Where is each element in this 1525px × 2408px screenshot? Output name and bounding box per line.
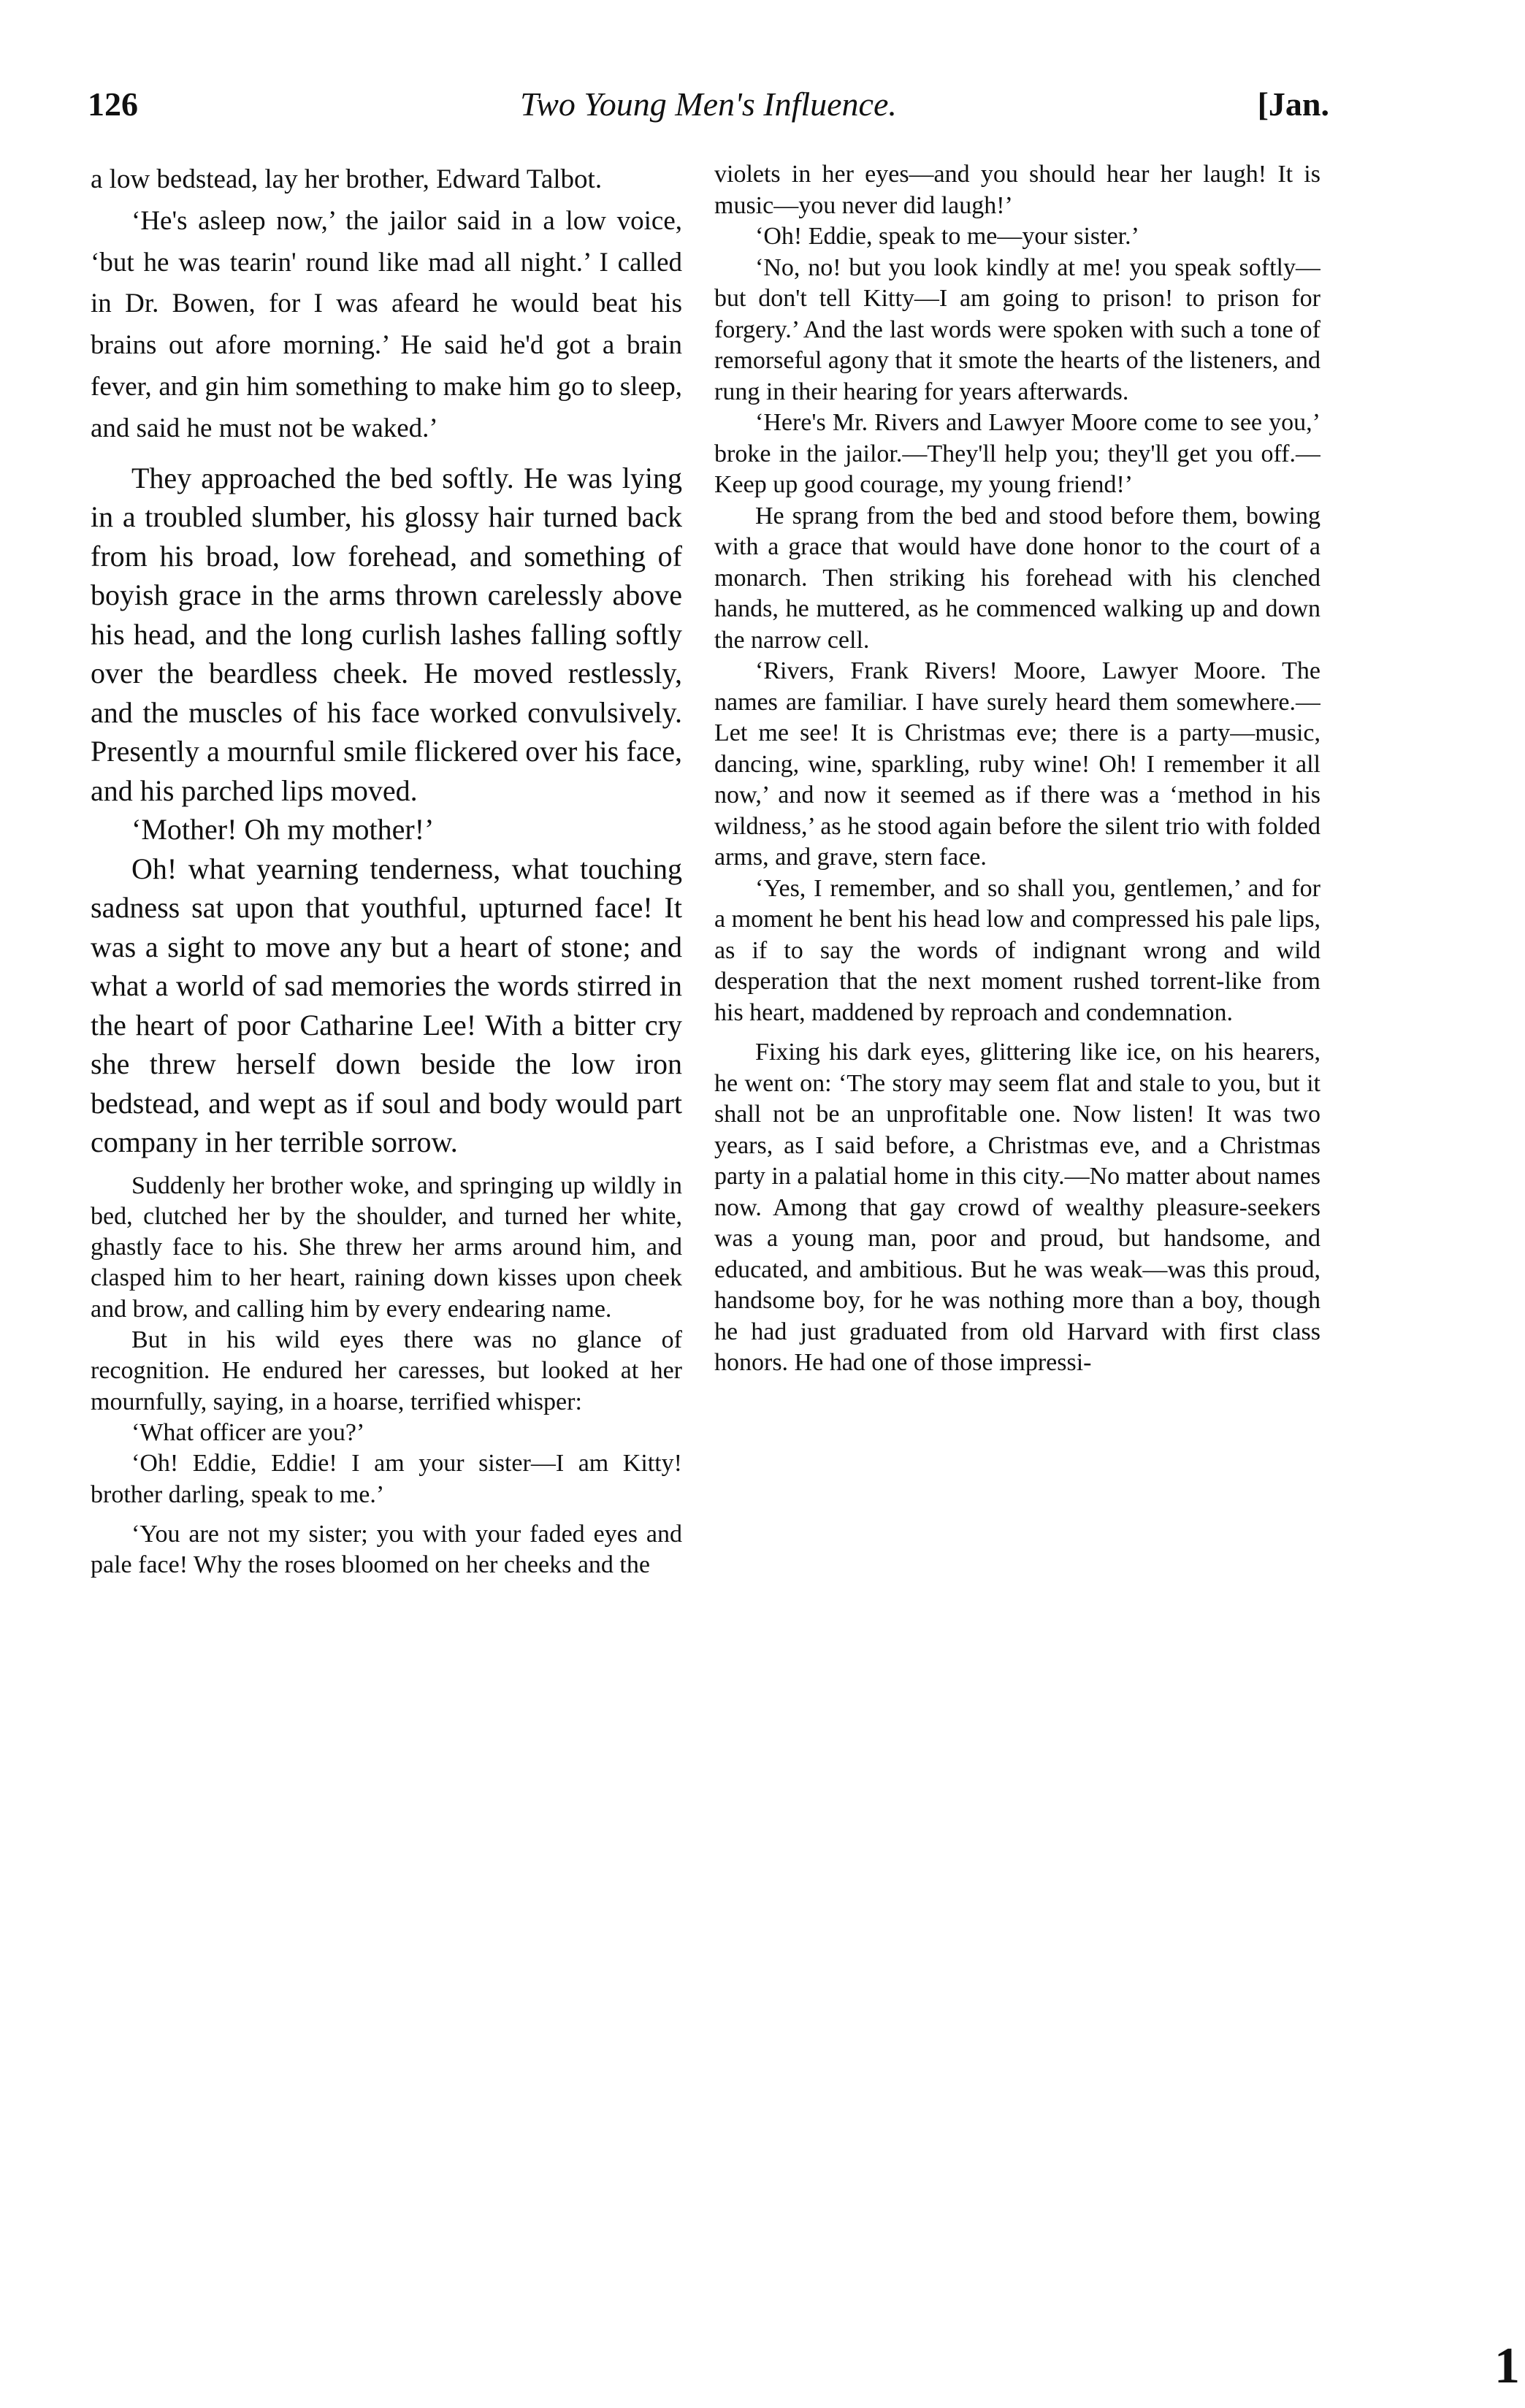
page-number: 126: [88, 85, 138, 123]
paragraph: ‘No, no! but you look kindly at me! you speak softly—but don't tell Kitty—I am going to prison! to prison for forgery.’ And the last words were spoken with such a tone of remorseful agony that it smote the hearts of the listeners, and rung in their hearing for years afterwards.: [714, 253, 1320, 405]
paragraph: ‘Oh! Eddie, speak to me—your sister.’: [755, 223, 1139, 250]
paragraph: Fixing his dark eyes, glittering like ice, on his hearers, he went on: ‘The story may seem flat and stale to you, but it shall not be an unprofitable one. Now listen! It was two years, as I said before, a Christmas eve, and a Christmas party in a palatial home in this city.—No matter about names now. Among that gay crowd of wealthy pleasure-seekers was a young man, poor and proud, but handsome, and educated, and ambitious. But he was weak—was this proud, handsome boy, for he was nothing more than a boy, though he had just graduated from old Harvard with first class honors. He had one of those impressi-: [714, 1039, 1320, 1376]
issue-month: [Jan.: [1257, 85, 1329, 123]
paragraph: Oh! what yearning tenderness, what touching sadness sat upon that youthful, upturned face! It was a sight to move any but a heart of stone; and what a world of sad memories the words stirred in the heart of poor Catharine Lee! With a bitter cry she threw herself down beside the low iron bedstead, and wept as if soul and body would part company in her terrible sorrow.: [91, 852, 682, 1159]
paragraph: ‘He's asleep now,’ the jailor said in a low voice, ‘but he was tearin' round like mad all night.’ I called in Dr. Bowen, for I was afeard he would beat his brains out afore morning.’ He said he'd got a brain fever, and gin him something to make him go to sleep, and said he must not be waked.’: [91, 205, 682, 443]
running-header: [88, 79, 1329, 137]
paragraph: He sprang from the bed and stood before them, bowing with a grace that would have done honor to the court of a monarch. Then striking his forehead with his clenched hands, he muttered, as he commenced walking up and down the narrow cell.: [714, 502, 1320, 654]
paragraph: They approached the bed softly. He was lying in a troubled slumber, his glossy hair turned back from his broad, low forehead, and something of boyish grace in the arms thrown carelessly above his head, and the long curlish lashes falling softly over the beardless cheek. He moved restlessly, and the muscles of his face worked convulsively. Presently a mournful smile flickered over his face, and his parched lips moved.: [91, 461, 682, 807]
paragraph: a low bedstead, lay her brother, Edward Talbot.: [91, 164, 603, 194]
edge-mark: 1: [1494, 2338, 1520, 2394]
left-text-column: [91, 159, 682, 2299]
paragraph: ‘Rivers, Frank Rivers! Moore, Lawyer Moore. The names are familiar. I have surely heard them somewhere.—Let me see! It is Christmas eve; there is a party—music, dancing, wine, sparkling, ruby wine! Oh! I remember it all now,’ and now it seemed as if there was a ‘method in his wildness,’ as he stood again before the silent trio with folded arms, and grave, stern face.: [714, 657, 1320, 871]
running-title: Two Young Men's Influence.: [520, 85, 897, 123]
right-text-column: [714, 159, 1320, 2299]
paragraph: ‘What officer are you?’: [131, 1418, 365, 1446]
paragraph: violets in her eyes—and you should hear her laugh! It is music—you never did laugh!’: [714, 161, 1320, 219]
paragraph: Suddenly her brother woke, and springing up wildly in bed, clutched her by the shoulder, and turned her white, ghastly face to his. She threw her arms around him, and clasped him to her heart, raining down kisses upon cheek and brow, and calling him by every endearing name.: [91, 1171, 682, 1323]
paragraph: ‘Oh! Eddie, Eddie! I am your sister—I am Kitty! brother darling, speak to me.’: [91, 1450, 682, 1508]
paragraph: But in his wild eyes there was no glance of recognition. He endured her caresses, but looked at her mournfully, saying, in a hoarse, terrified whisper:: [91, 1326, 682, 1415]
paragraph: ‘Here's Mr. Rivers and Lawyer Moore come to see you,’ broke in the jailor.—They'll help you; they'll get you off.—Keep up good courage, my young friend!’: [714, 409, 1320, 498]
paragraph: ‘Yes, I remember, and so shall you, gentlemen,’ and for a moment he bent his head low and compressed his pale lips, as if to say the words of indignant wrong and wild desperation that the next moment rushed torrent-like from his heart, maddened by reproach and condemnation.: [714, 874, 1320, 1026]
paragraph: ‘Mother! Oh my mother!’: [131, 813, 435, 846]
paragraph: ‘You are not my sister; you with your faded eyes and pale face! Why the roses bloomed on her cheeks and the: [91, 1520, 682, 1579]
